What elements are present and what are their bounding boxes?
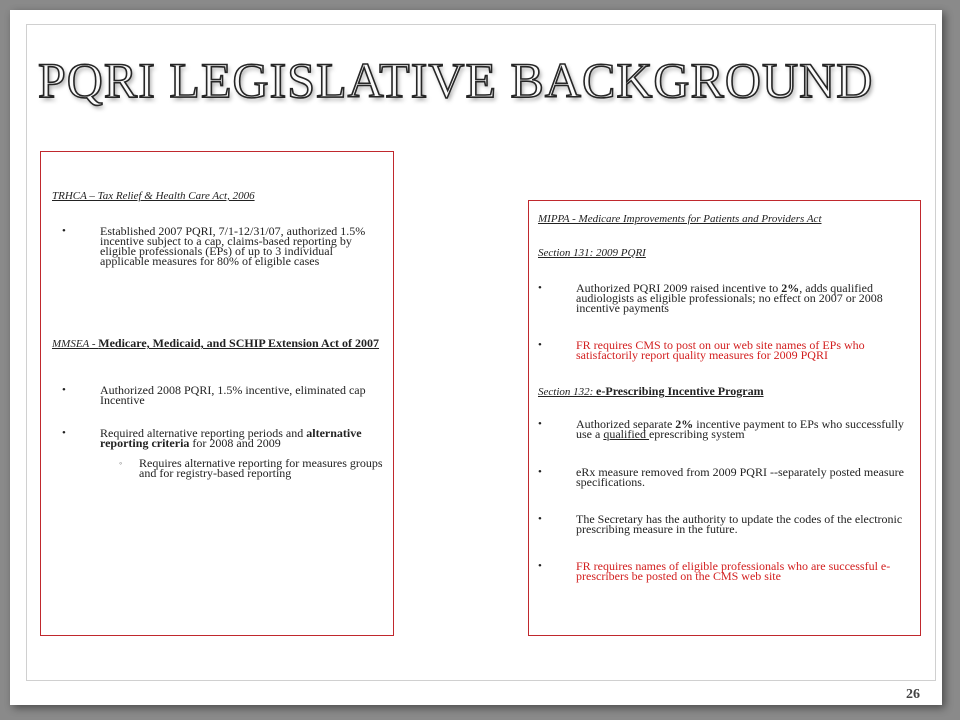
mmsea-bullet-2-c: for 2008 and 2009 [189,436,281,450]
bullet-icon: • [538,282,542,294]
trhca-bullet-text: Established 2007 PQRI, 7/1-12/31/07, authorized 1.5% incentive subject to a cap, claims-based reporting by eligible professionals (EPs) of up to 3 individual applicable measures for 80% of eligible cases [100,224,366,268]
mmsea-bullet-2-a: Required alternative reporting periods and [100,426,307,440]
page-number: 26 [906,687,920,702]
bullet-132-2-text: eRx measure removed from 2009 PQRI --separately posted measure specifications. [576,465,904,489]
list-item [538,338,911,362]
bullet-icon: • [62,225,66,237]
bullet-132-1-d: qualified [603,427,649,441]
bullet-icon: • [538,339,542,351]
mmsea-bullet-1-text: Authorized 2008 PQRI, 1.5% incentive, eliminated cap Incentive [100,383,366,407]
list-item [538,559,911,583]
section-132-label: Section 132: [538,386,597,398]
bullet-132-1-c: incentive payment to EPs who successfully use a [576,417,904,441]
list-item [62,224,382,268]
mmsea-heading-sep: - [89,338,99,350]
bullet-icon: • [62,427,66,439]
bullet-132-red-text: FR requires names of eligible professionals who are successful e-prescribers be posted on the CMS web site [576,559,891,583]
sub-bullet-icon: ◦ [119,458,123,468]
mippa-heading: MIPPA - Medicare Improvements for Patients and Providers Act [538,213,822,225]
bullet-131-a: Authorized PQRI 2009 raised incentive to [576,281,782,295]
mmsea-sub-bullet-text: Requires alternative reporting for measures groups and for registry-based reporting [139,456,383,480]
trhca-heading: TRHCA – Tax Relief & Health Care Act, 2006 [52,190,255,202]
list-item [62,426,382,450]
bullet-icon: • [538,466,542,478]
bullet-131-c: , adds qualified audiologists as eligible professionals; no effect on 2007 or 2008 incentive payments [576,281,883,315]
slide [10,10,942,705]
bullet-132-1-b: 2% [675,417,694,431]
bullet-icon: • [538,560,542,572]
bullet-132-1-e: eprescribing system [648,427,745,441]
list-item [538,417,911,441]
mmsea-heading [52,338,382,349]
left-content-box [40,151,394,636]
right-content-box [528,200,921,636]
bullet-icon: • [538,513,542,525]
bullet-132-1-a: Authorized separate [576,417,676,431]
list-item [538,281,911,315]
mmsea-heading-abbr: MMSEA [52,338,90,350]
bullet-131-red-text: FR requires CMS to post on our web site names of EPs who satisfactorily report quality measures for 2009 PQRI [576,338,865,362]
footer-divider [26,680,934,681]
bullet-icon: • [62,384,66,396]
section-131-heading: Section 131: 2009 PQRI [538,247,646,259]
bullet-icon: • [538,418,542,430]
list-item [538,512,911,536]
section-132-heading [538,386,764,397]
bullet-132-3-text: The Secretary has the authority to update the codes of the electronic prescribing measure in the future. [576,512,903,536]
mmsea-bullet-2-b: alternative reporting criteria [100,426,362,450]
mmsea-heading-name: Medicare, Medicaid, and SCHIP Extension Act of 2007 [98,336,380,350]
bullet-131-b: 2% [781,281,800,295]
list-item [62,383,382,407]
list-item [538,465,911,489]
list-item [119,456,384,480]
section-132-name: e-Prescribing Incentive Program [596,384,764,398]
slide-title: PQRI LEGISLATIVE BACKGROUND [38,52,874,108]
